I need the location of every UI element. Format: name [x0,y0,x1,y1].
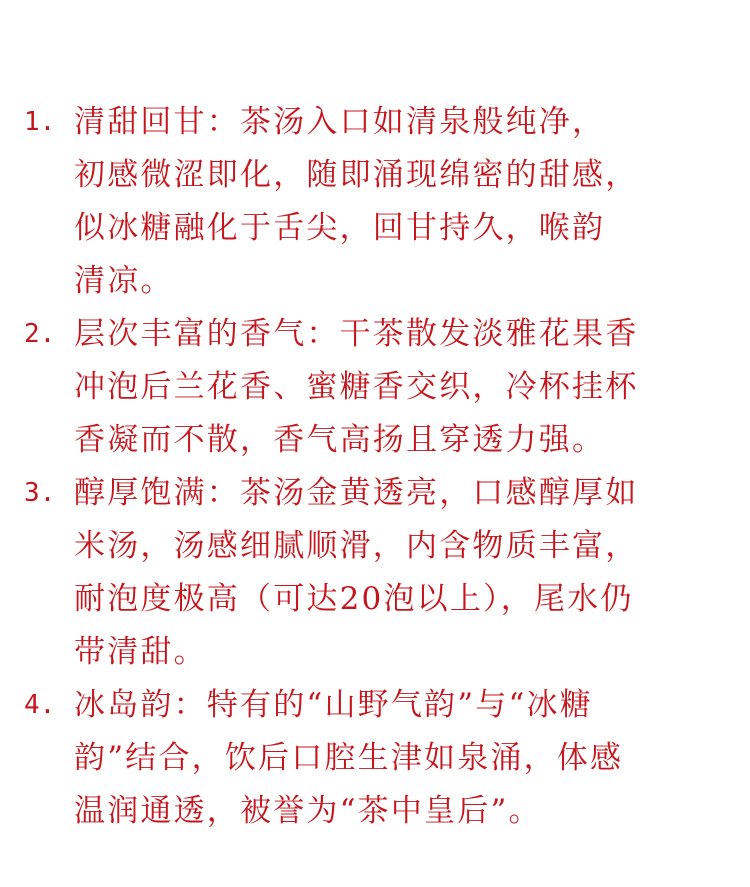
item-number-1: 1. [24,107,56,137]
item-1-line-2: 初感微涩即化，随即涌现绵密的甜感， [74,157,639,193]
item-number-2: 2. [24,319,56,349]
item-3-line-2: 米汤，汤感细腻顺滑，内含物质丰富， [74,528,639,564]
item-3-line-3: 耐泡度极高（可达20泡以上），尾水仍 [74,581,634,617]
item-number-4: 4. [24,690,56,720]
item-3-line-4: 带清甜。 [74,634,207,670]
item-3-line-1: 醇厚饱满：茶汤金黄透亮，口感醇厚如 [74,475,639,511]
item-4-line-1: 冰岛韵：特有的“山野气韵”与“冰糖 [74,687,593,723]
item-1-line-1: 清甜回甘：茶汤入口如清泉般纯净， [74,104,606,140]
item-2-line-3: 香凝而不散，香气高扬且穿透力强。 [74,422,606,458]
item-1-line-3: 似冰糖融化于舌尖，回甘持久，喉韵 [74,210,606,246]
item-2-line-2: 冲泡后兰花香、蜜糖香交织，冷杯挂杯 [74,369,639,405]
item-1-line-4: 清凉。 [74,263,174,299]
item-2-line-1: 层次丰富的香气：干茶散发淡雅花果香 [74,316,639,352]
item-4-line-2: 韵”结合，饮后口腔生津如泉涌，体感 [74,740,624,776]
item-number-3: 3. [24,478,56,508]
item-4-line-3: 温润通透，被誉为“茶中皇后”。 [74,793,542,829]
